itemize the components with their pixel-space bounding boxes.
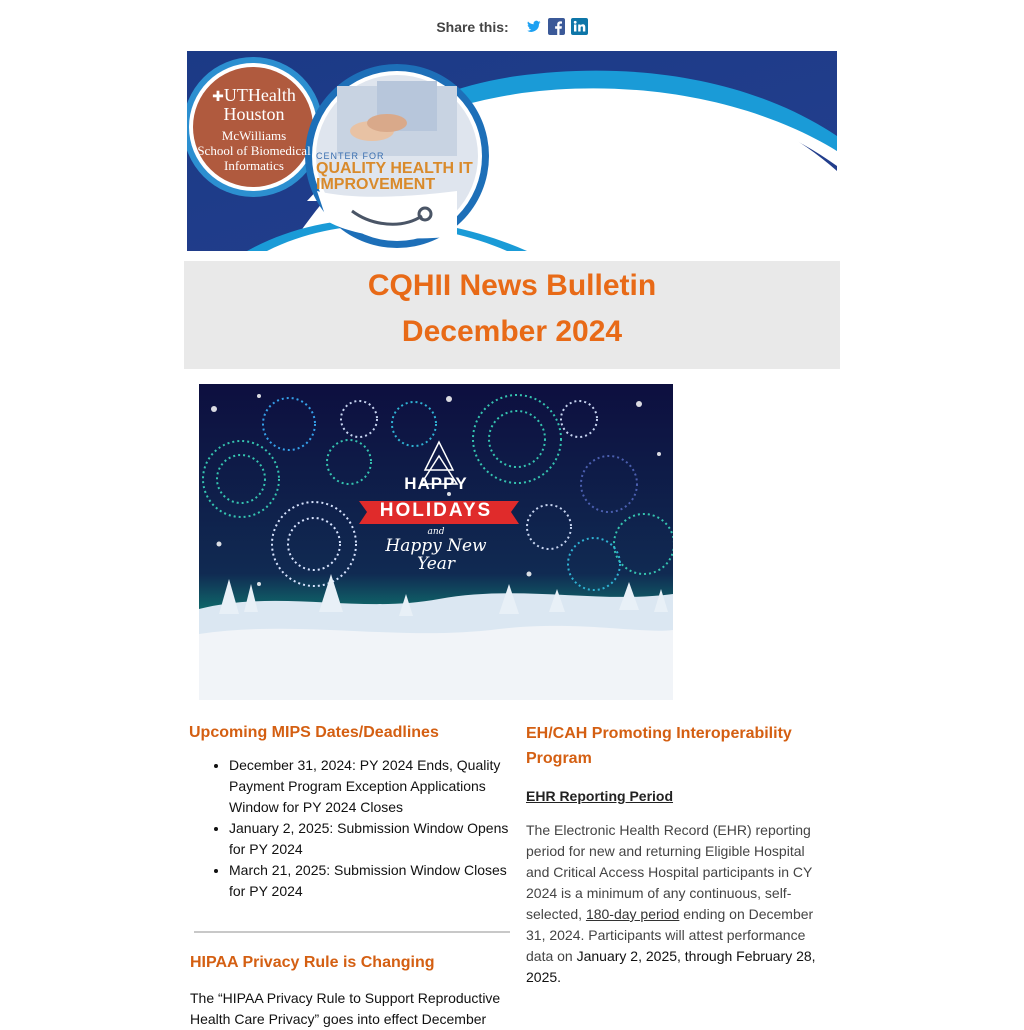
school-line1: McWilliams <box>221 128 287 143</box>
uthealth-cross-icon: ✚ <box>212 90 224 105</box>
list-item: • March 21, 2025: Submission Window Closes for PY 2024 <box>229 860 519 902</box>
twitter-icon[interactable] <box>525 18 542 35</box>
uthealth-logo <box>190 87 318 173</box>
ehr-paragraph-part3: January 2, 2025, through February 28, 2025. <box>526 948 816 985</box>
holiday-greeting-image <box>199 384 673 700</box>
org-name-line1: UTHealth <box>223 85 296 105</box>
hipaa-paragraph: The “HIPAA Privacy Rule to Support Reproductive Health Care Privacy” goes into effect December <box>190 990 501 1027</box>
center-for-label: CENTER FOR <box>316 151 385 161</box>
linkedin-icon[interactable] <box>571 18 588 35</box>
ehr-paragraph <box>526 820 831 988</box>
share-bar <box>0 18 1024 35</box>
center-logo <box>316 151 486 193</box>
180-day-period-link[interactable]: 180-day period <box>585 906 680 922</box>
list-item: • January 2, 2025: Submission Window Opens for PY 2024 <box>229 818 519 860</box>
holiday-happy-text: HAPPY <box>404 474 468 493</box>
org-name-line2: Houston <box>223 104 285 124</box>
list-item: • December 31, 2024: PY 2024 Ends, Quality Payment Program Exception Applications Window for PY 2024 Closes <box>229 755 519 818</box>
mips-deadlines-list <box>189 755 519 902</box>
right-column <box>526 720 831 1002</box>
holiday-new-year-line2: Year <box>416 554 456 574</box>
left-column <box>189 720 519 1030</box>
center-name-line2: IMPROVEMENT <box>316 176 436 193</box>
ehr-paragraph-part1: The Electronic Health Record (EHR) reporting period for new and returning Eligible Hospital and Critical Access Hospital participants in CY 2024 is a minimum of any continuous, self-selected, <box>526 822 813 922</box>
section-divider <box>194 931 510 933</box>
school-line3: Informatics <box>224 158 284 173</box>
bulletin-header <box>184 261 840 369</box>
header-banner <box>187 51 837 251</box>
ehr-reporting-period-heading: EHR Reporting Period <box>526 788 674 804</box>
bulletin-date: December 2024 <box>401 315 623 348</box>
facebook-icon[interactable] <box>548 18 565 35</box>
holiday-and-text: and <box>427 527 445 537</box>
bulletin-title: CQHII News Bulletin <box>367 269 657 302</box>
mips-heading: Upcoming MIPS Dates/Deadlines <box>189 724 439 741</box>
center-name-line1: QUALITY HEALTH IT <box>316 160 473 177</box>
share-label: Share this: <box>436 18 509 35</box>
holiday-holidays-text: HOLIDAYS <box>379 500 493 521</box>
school-line2: School of Biomedical <box>197 143 311 158</box>
holiday-new-year-line1: Happy New <box>385 536 487 556</box>
ehr-program-heading: EH/CAH Promoting Interoperability Program <box>526 725 792 767</box>
ehr-paragraph-part2: ending on December 31, 2024. Participants will attest performance data on <box>526 906 814 964</box>
hipaa-heading: HIPAA Privacy Rule is Changing <box>190 954 435 971</box>
